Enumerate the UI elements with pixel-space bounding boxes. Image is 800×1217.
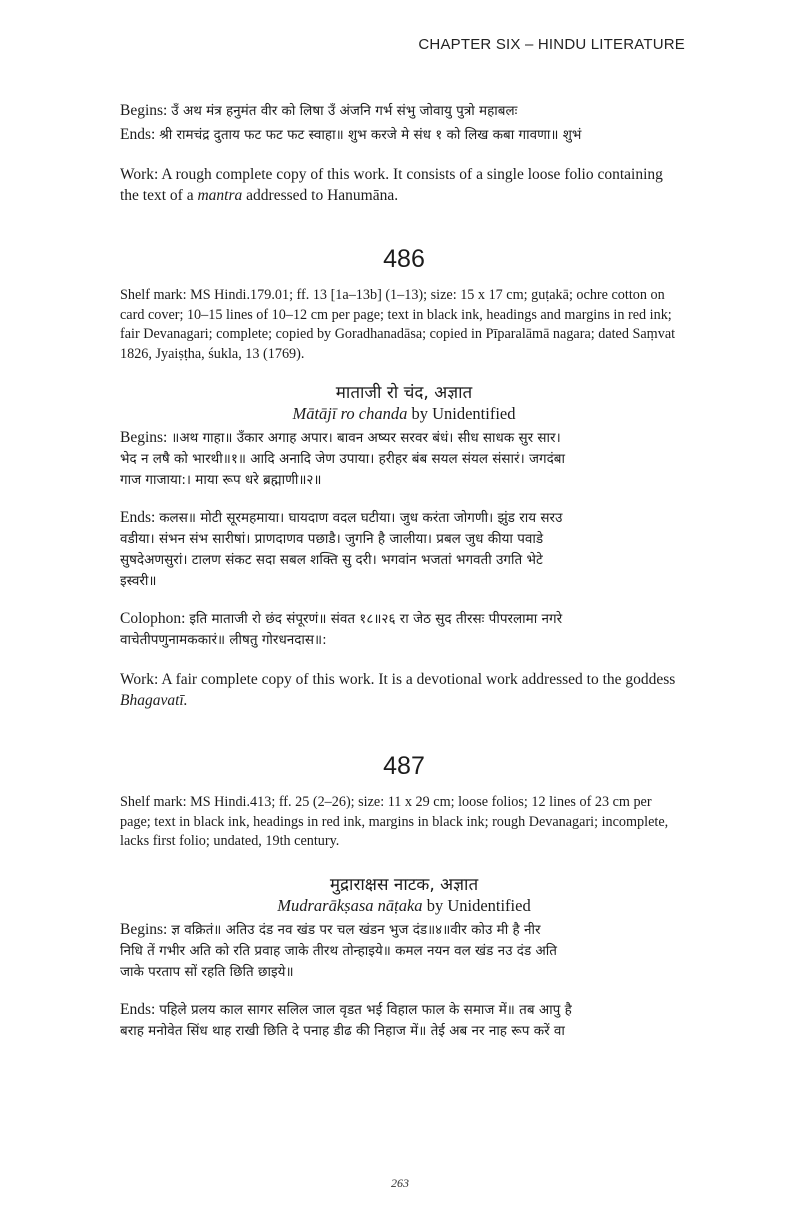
begins-text: निधि तें गभीर अति को रति प्रवाह जाके तीरथ तोन्हाइये॥ कमल नयन वल खंड नउ दंड अति bbox=[120, 942, 557, 959]
entry-previous bbox=[120, 100, 688, 206]
ends-text: इस्वरी॥ bbox=[120, 573, 157, 589]
running-head: CHAPTER SIX – HINDU LITERATURE bbox=[418, 36, 685, 53]
work-description bbox=[120, 164, 688, 206]
begins-label: Begins: bbox=[120, 920, 168, 938]
title-devanagari: माताजी रो चंद, अज्ञात bbox=[335, 383, 473, 403]
shelf-line: lacks first folio; undated, 19th century. bbox=[120, 833, 340, 849]
begins-label: Begins: bbox=[120, 102, 168, 119]
ends-text: बराह मनोवेत सिंध थाह राखी छिति दे पनाह डीढ की निहाज में॥ तेई अब नर नाह रूप करें वा bbox=[120, 1022, 565, 1039]
work-em: Bhagavatī. bbox=[120, 692, 188, 709]
page-number: 263 bbox=[391, 1176, 409, 1190]
colophon-block bbox=[120, 608, 688, 651]
ends-line bbox=[120, 124, 688, 146]
title-roman: Mudrarākṣasa nāṭaka by Unidentified bbox=[277, 895, 531, 915]
begins-text: ॥अथ गाहा॥ उँकार अगाह अपार। बावन अष्यर सरवर बंधं। सीध साधक सुर सार। bbox=[171, 430, 561, 446]
shelf-line: 1826, Jyaiṣṭha, śukla, 13 (1769). bbox=[120, 345, 305, 362]
shelf-mark bbox=[120, 286, 688, 364]
title-em: Mātājī ro chanda bbox=[292, 404, 408, 423]
shelf-mark bbox=[120, 793, 688, 852]
begins-line bbox=[120, 100, 688, 122]
begins-block bbox=[120, 919, 688, 983]
title-roman: Mātājī ro chanda by Unidentified bbox=[292, 404, 516, 423]
begins-text: जाके परताप सों रहति छिति छाइये॥ bbox=[120, 963, 294, 980]
ends-label: Ends: bbox=[120, 126, 156, 143]
entry-number: 486 bbox=[383, 245, 425, 273]
ends-label: Ends: bbox=[120, 1000, 156, 1018]
ends-text: सुषदेअणसुरां। टालण संकट सदा सबल शक्ति सु दरी। भगवांन भजतां भगवती उगति भेटे bbox=[120, 552, 543, 568]
begins-text: उँ अथ मंत्र हनुमंत वीर को लिषा उँ अंजनि गर्भ संभु जोवायु पुत्रो महाबलः bbox=[171, 103, 518, 119]
ends-text: श्री रामचंद्र दुताय फट फट फट स्वाहा॥ शुभ करजे मे संध १ को लिख कबा गावणा॥ शुभं bbox=[159, 127, 582, 143]
entry-number: 487 bbox=[383, 752, 425, 780]
colophon-label: Colophon: bbox=[120, 610, 186, 627]
ends-text: पहिले प्रलय काल सागर सलिल जाल वृडत भई विहाल फाल के समाज में॥ तब आपु है bbox=[159, 1001, 572, 1018]
shelf-line: Shelf mark: MS Hindi.179.01; ff. 13 [1a–13b] (1–13); size: 15 x 17 cm; guṭakā; ochre cotton on bbox=[120, 287, 665, 303]
shelf-line: page; text in black ink, headings in red ink, margins in black ink; rough Devanagari; incomplete, bbox=[120, 813, 669, 830]
begins-block bbox=[120, 427, 688, 491]
work-description bbox=[120, 669, 688, 711]
title-devanagari: मुद्राराक्षस नाटक, अज्ञात bbox=[329, 874, 479, 895]
work-line: Work: A fair complete copy of this work. It is a devotional work addressed to the goddess bbox=[120, 671, 676, 688]
work-line: the text of a mantra addressed to Hanumāna. bbox=[120, 187, 399, 204]
shelf-line: card cover; 10–15 lines of 10–12 cm per page; text in black ink, headings and margins in red ink; bbox=[120, 306, 672, 323]
page-content bbox=[120, 100, 688, 1042]
ends-label: Ends: bbox=[120, 509, 156, 526]
title-em: Mudrarākṣasa nāṭaka bbox=[277, 895, 423, 915]
colophon-text: इति माताजी रो छंद संपूरणं॥ संवत १८॥२६ रा जेठ सुद तीरसः पीपरलामा नगरे bbox=[189, 611, 563, 627]
ends-block bbox=[120, 507, 688, 592]
entry-486 bbox=[120, 244, 688, 711]
work-line: Work: A rough complete copy of this work. It consists of a single loose folio containing bbox=[120, 166, 663, 183]
shelf-line: Shelf mark: MS Hindi.413; ff. 25 (2–26); size: 11 x 29 cm; loose folios; 12 lines of 23 cm per bbox=[120, 794, 652, 810]
begins-label: Begins: bbox=[120, 429, 168, 446]
ends-text: कलस॥ मोटी सूरमहमाया। घायदाण वदल घटीया। जुध करंता जोगणी। झुंड राय सरउ bbox=[159, 510, 563, 526]
begins-text: गाज गाजाया:। माया रूप धरे ब्रह्माणी॥२॥ bbox=[120, 472, 322, 488]
entry-487 bbox=[120, 751, 688, 1042]
colophon-text: वाचेतीपणुनामककारं॥ लीषतु गोरधनदास॥: bbox=[120, 632, 327, 648]
begins-text: भेद न लषै को भारथी॥१॥ आदि अनादि जेण उपाया। हरीहर बंब सयल संयल संसारं। जगदंबा bbox=[120, 451, 565, 467]
ends-text: वडीया। संभन संभ सारीषां। प्राणदाणव पछाडै। जुगनि है जालीया। प्रबल जुध कीया पवाडे bbox=[120, 531, 544, 547]
ends-block bbox=[120, 999, 688, 1042]
shelf-line: fair Devanagari; complete; copied by Goradhanadāsa; copied in Pīparalāmā nagara; dated Saṃvat bbox=[120, 326, 676, 342]
work-em: mantra bbox=[197, 187, 243, 204]
begins-text: ज्ञ वक्रितं॥ अतिउ दंड नव खंड पर चल खंडन भुज दंड॥४॥वीर कोउ मी है नीर bbox=[171, 921, 541, 938]
